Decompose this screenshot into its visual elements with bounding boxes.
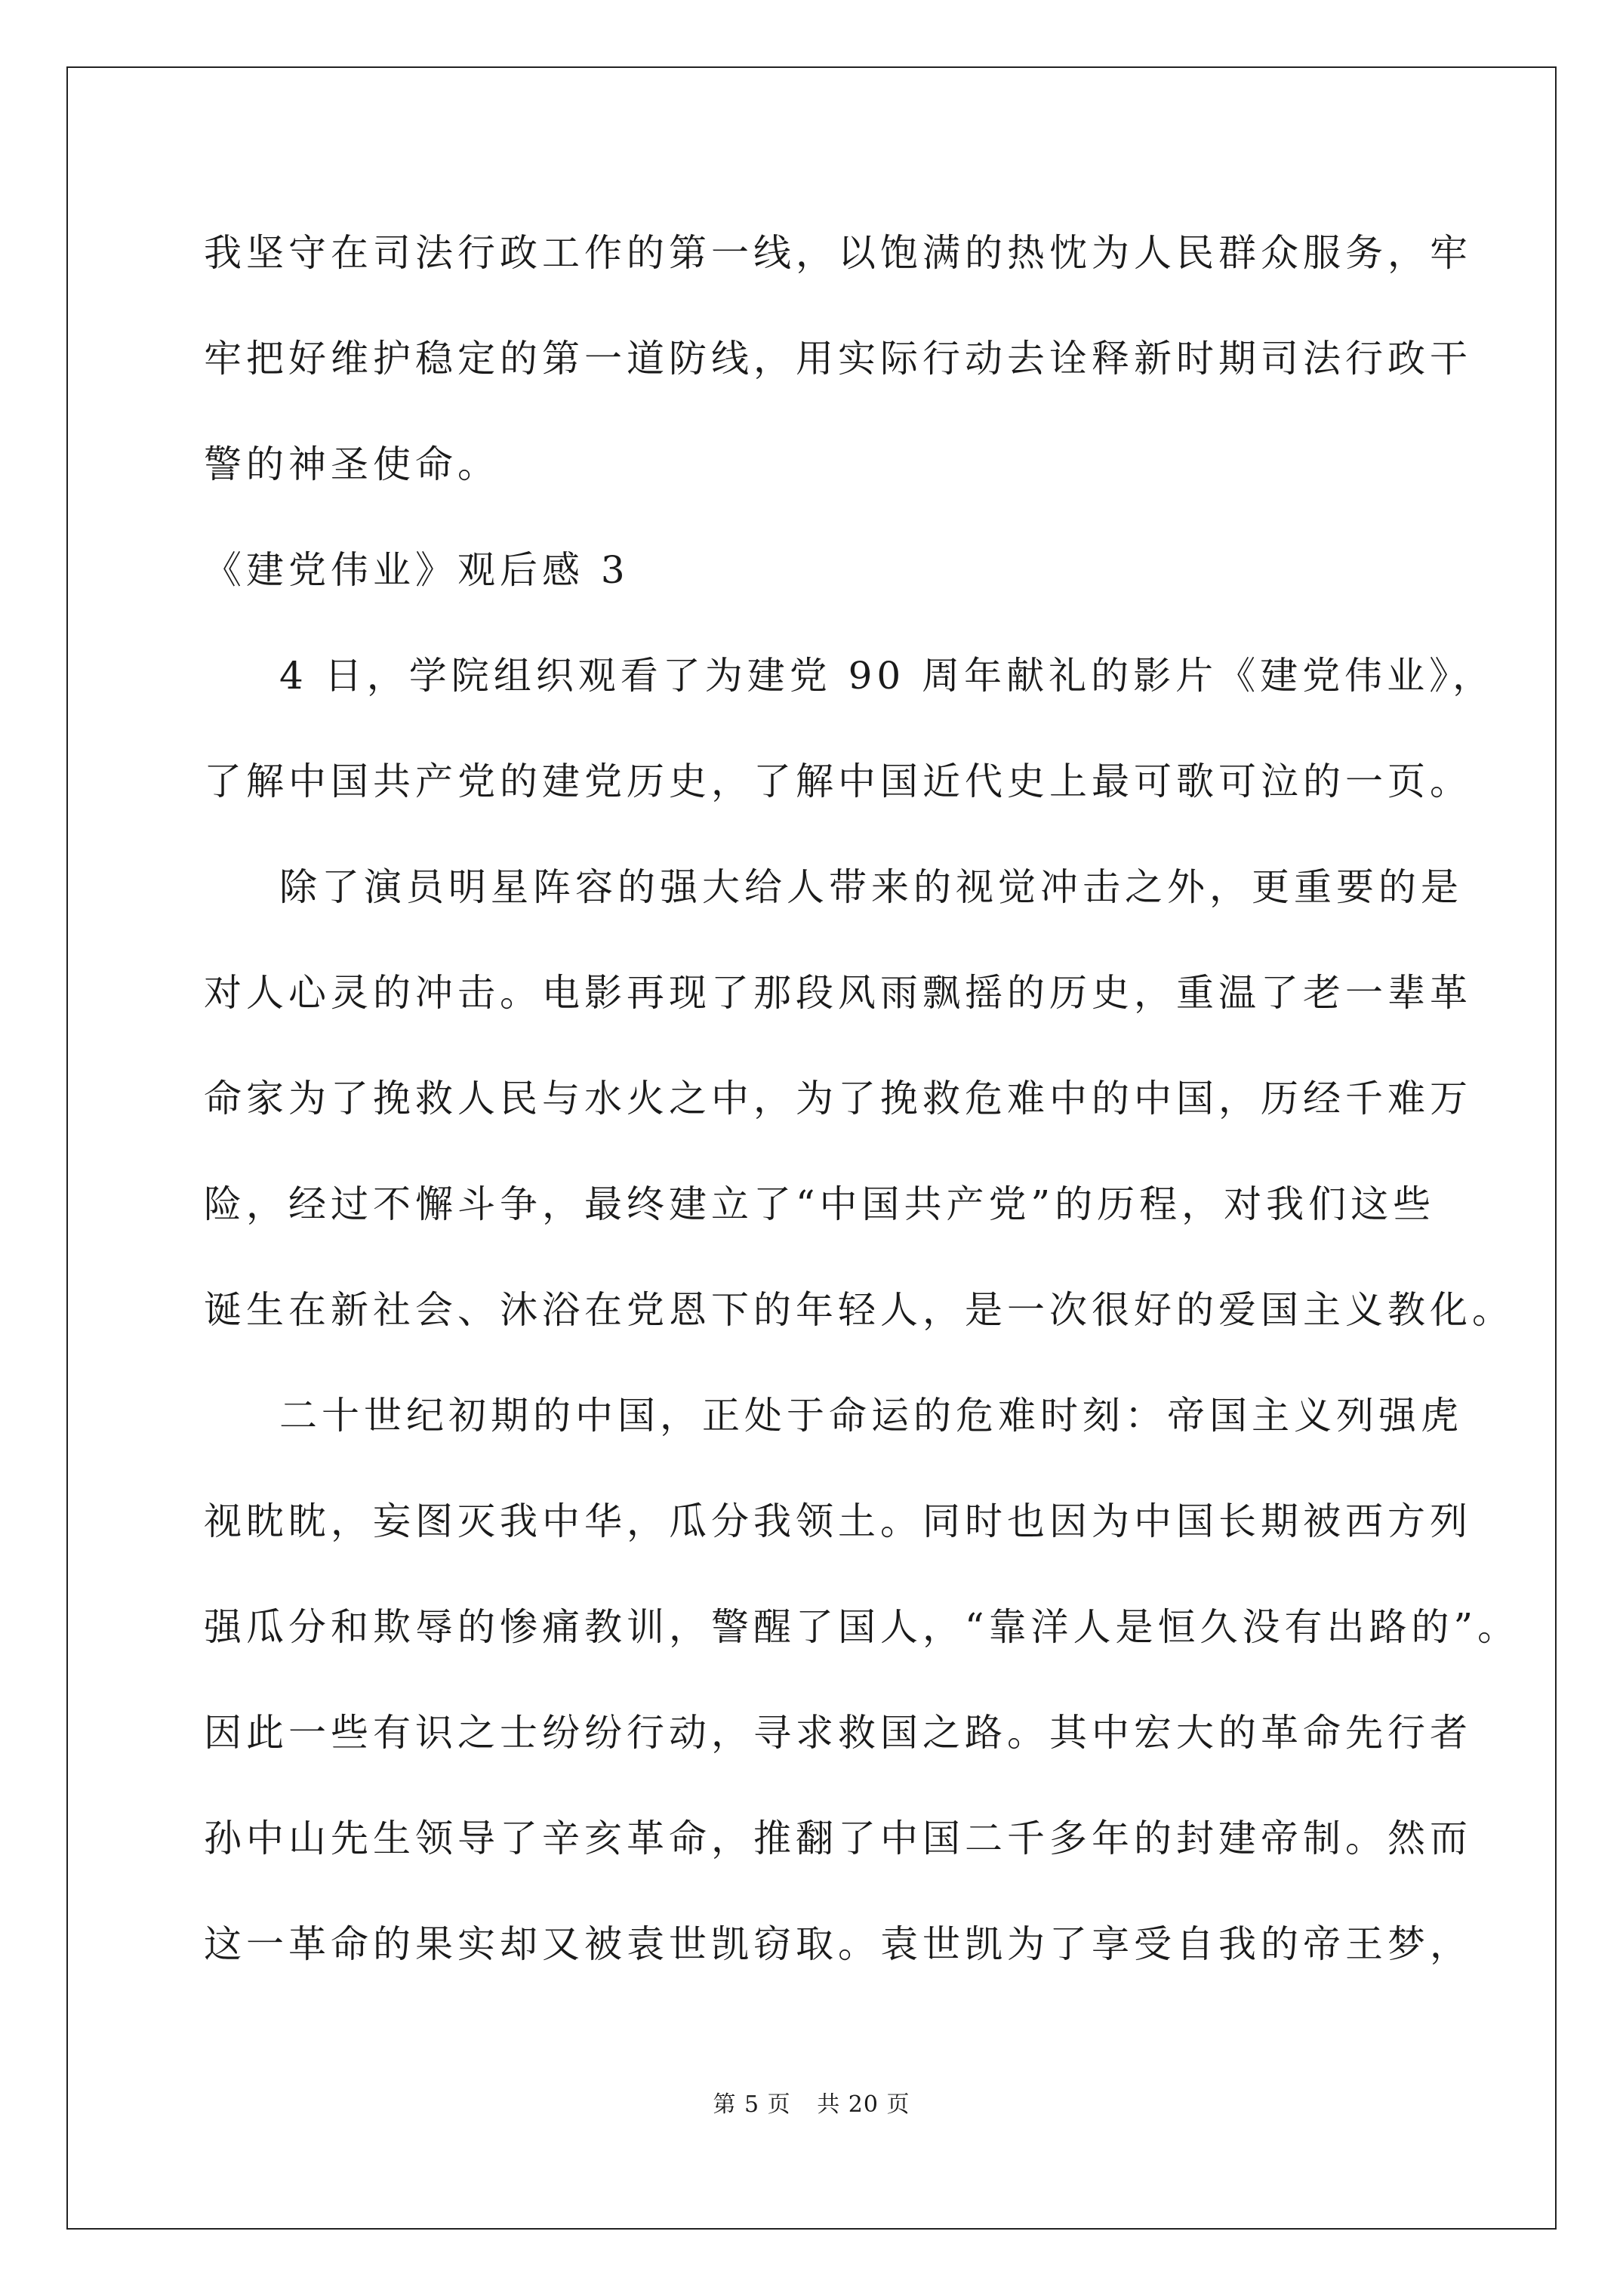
- page-border: [66, 66, 1557, 2230]
- text-line: 险，经过不懈斗争，最终建立了“中国共产党”的历程，对我们这些: [204, 1182, 1436, 1226]
- text-line: 对人心灵的冲击。电影再现了那段风雨飘摇的历史，重温了老一辈革: [204, 971, 1472, 1015]
- text-line: 牢把好维护稳定的第一道防线，用实际行动去诠释新时期司法行政干: [204, 337, 1472, 381]
- text-line: 命家为了挽救人民与水火之中，为了挽救危难中的中国，历经千难万: [204, 1077, 1472, 1120]
- text-line: 强瓜分和欺辱的惨痛教训，警醒了国人，“靠洋人是恒久没有出路的”。: [204, 1605, 1520, 1649]
- page-total: 共 20 页: [817, 2091, 910, 2118]
- text-line: 二十世纪初期的中国，正处于命运的危难时刻：帝国主义列强虎: [279, 1394, 1463, 1438]
- page-number: 第 5 页: [713, 2091, 791, 2118]
- text-line: 诞生在新社会、沐浴在党恩下的年轻人，是一次很好的爱国主义教化。: [204, 1288, 1514, 1332]
- text-line: 除了演员明星阵容的强大给人带来的视觉冲击之外，更重要的是: [279, 865, 1463, 909]
- text-line: 我坚守在司法行政工作的第一线，以饱满的热忱为人民群众服务，牢: [204, 231, 1472, 275]
- text-line: 因此一些有识之士纷纷行动，寻求救国之路。其中宏大的革命先行者: [204, 1711, 1472, 1755]
- text-line: 了解中国共产党的建党历史，了解中国近代史上最可歌可泣的一页。: [204, 760, 1472, 803]
- text-line: 警的神圣使命。: [204, 442, 500, 486]
- section-heading: 《建党伟业》观后感 3: [204, 548, 630, 592]
- page-footer: [0, 2091, 1623, 2119]
- text-line: 这一革命的果实却又被袁世凯窃取。袁世凯为了享受自我的帝王梦，: [204, 1922, 1472, 1966]
- text-line: 视眈眈，妄图灭我中华，瓜分我领土。同时也因为中国长期被西方列: [204, 1499, 1472, 1543]
- text-line: 孙中山先生领导了辛亥革命，推翻了中国二千多年的封建帝制。然而: [204, 1817, 1472, 1860]
- text-line: 4 日，学院组织观看了为建党 90 周年献礼的影片《建党伟业》，: [279, 654, 1495, 698]
